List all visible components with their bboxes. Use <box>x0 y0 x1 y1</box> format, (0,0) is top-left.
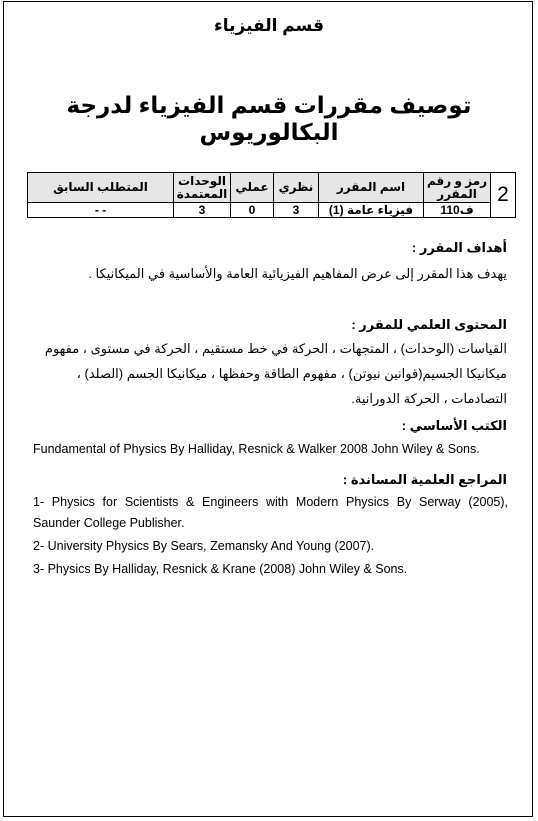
cell-course-name: فيزياء عامة (1) <box>319 203 424 218</box>
textbooks-heading: الكتب الأساسي : <box>401 418 507 433</box>
table-row <box>28 203 516 218</box>
cell-course-code: ف110 <box>424 203 491 218</box>
cell-credit-units: 3 <box>174 203 231 218</box>
row-number: 2 <box>491 173 516 218</box>
reference-item: 2- University Physics By Sears, Zemansky And Young (2007). <box>33 539 375 553</box>
objectives-text: يهدف هذا المقرر إلى عرض المفاهيم الفيزيائية العامة والأساسية في الميكانيكا . <box>88 266 507 281</box>
header-course-name: اسم المقرر <box>319 173 424 203</box>
department-name: قسم الفيزياء <box>214 16 324 35</box>
header-prerequisite: المتطلب السابق <box>28 173 174 203</box>
cell-theory: 3 <box>274 203 319 218</box>
references-list <box>33 492 508 582</box>
header-practical: عملي <box>231 173 274 203</box>
cell-practical: 0 <box>231 203 274 218</box>
content-text: القياسات (الوحدات) ، المتجهات ، الحركة في خط مستقيم ، الحركة في مستوى ، مفهوم ميكانيكا الجسيم(قوانين نيوتن) ، مفهوم الطاقة وحفظها ، ميكانيكا الجسم (الصلد) ، التصادمات ، الحركة الدورانية. <box>44 341 507 406</box>
cell-prerequisite: - - <box>28 203 174 218</box>
content-heading: المحتوى العلمي للمقرر : <box>351 317 507 332</box>
header-credit-units: الوحدات المعتمدة <box>174 173 231 203</box>
references-heading: المراجع العلمية المساندة : <box>342 472 507 487</box>
course-table <box>27 172 516 218</box>
reference-item: 1- Physics for Scientists & Engineers with Modern Physics By Serway (2005), Saunder College Publisher. <box>33 495 508 530</box>
page-title: توصيف مقررات قسم الفيزياء لدرجة البكالوريوس <box>66 92 472 145</box>
table-header-row <box>28 173 516 203</box>
header-course-code: رمز و رقم المقرر <box>424 173 491 203</box>
header-theory: نظري <box>274 173 319 203</box>
reference-item: 3- Physics By Halliday, Resnick & Krane (2008) John Wiley & Sons. <box>33 562 408 576</box>
objectives-heading: أهداف المقرر : <box>411 240 507 255</box>
textbook-entry: Fundamental of Physics By Halliday, Resnick & Walker 2008 John Wiley & Sons. <box>33 442 480 456</box>
